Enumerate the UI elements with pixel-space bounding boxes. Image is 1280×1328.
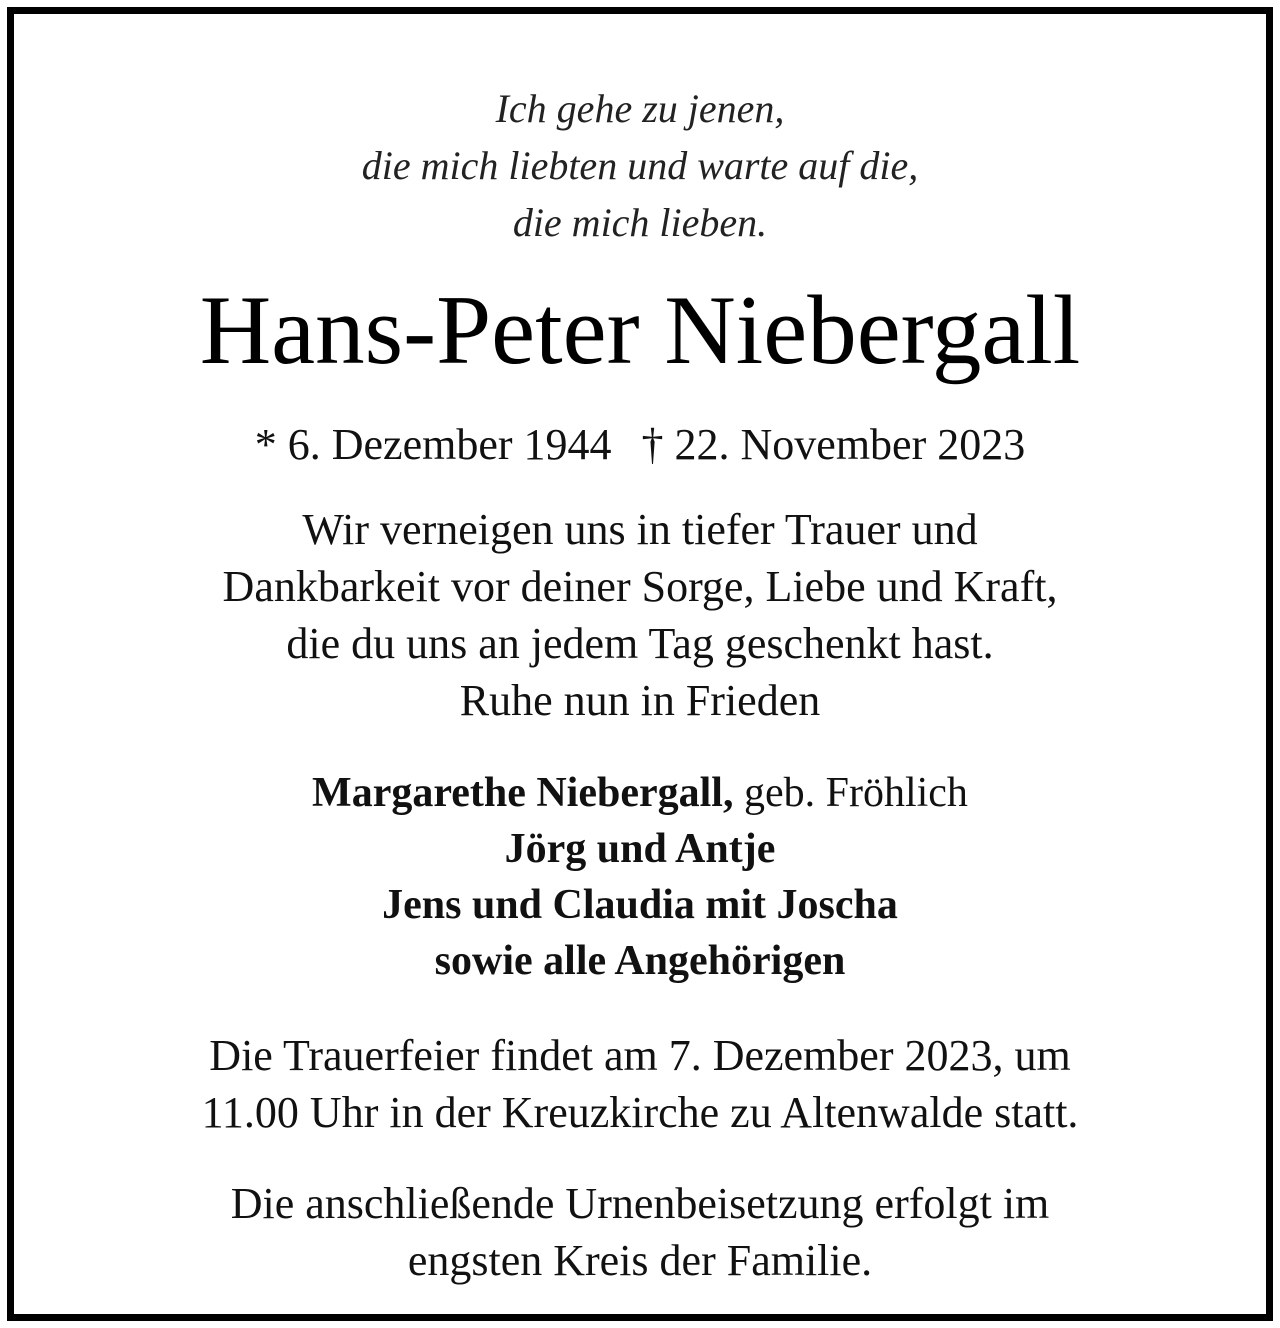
message-line: Dankbarkeit vor deiner Sorge, Liebe und Kraft, [222,562,1058,611]
spouse-name: Margarethe Niebergall, [312,770,734,816]
poem-line: die mich liebten und warte auf die, [361,143,919,188]
mourner-line: sowie alle Angehörigen [434,938,846,984]
mourner-line: Jörg und Antje [504,826,776,872]
death-date: † 22. November 2023 [641,420,1026,469]
message-line: die du uns an jedem Tag geschenkt hast. [286,619,994,668]
message-line: Ruhe nun in Frieden [459,676,821,725]
burial-line: engsten Kreis der Familie. [407,1236,873,1285]
mourner-line: Jens und Claudia mit Joscha [382,882,898,928]
message-line: Wir verneigen uns in tiefer Trauer und [302,505,978,554]
spouse-maiden-name: geb. Fröhlich [743,770,968,816]
life-dates [14,417,1266,473]
obituary-notice [7,7,1273,1321]
mourner-spouse [14,765,1266,821]
poem-quote [14,80,1266,251]
burial-line: Die anschließende Urnenbeisetzung erfolgt im [230,1179,1050,1228]
farewell-message [14,501,1266,729]
poem-line: die mich lieben. [512,200,768,245]
funeral-line: Die Trauerfeier findet am 7. Dezember 2023, um [209,1031,1071,1080]
funeral-line: 11.00 Uhr in der Kreuzkirche zu Altenwalde statt. [201,1088,1079,1137]
poem-line: Ich gehe zu jenen, [495,86,785,131]
funeral-info [14,1027,1266,1141]
burial-info [14,1175,1266,1289]
birth-date: * 6. Dezember 1944 [254,420,612,469]
mourners-list [14,765,1266,989]
deceased-name: Hans-Peter Niebergall [199,276,1081,385]
